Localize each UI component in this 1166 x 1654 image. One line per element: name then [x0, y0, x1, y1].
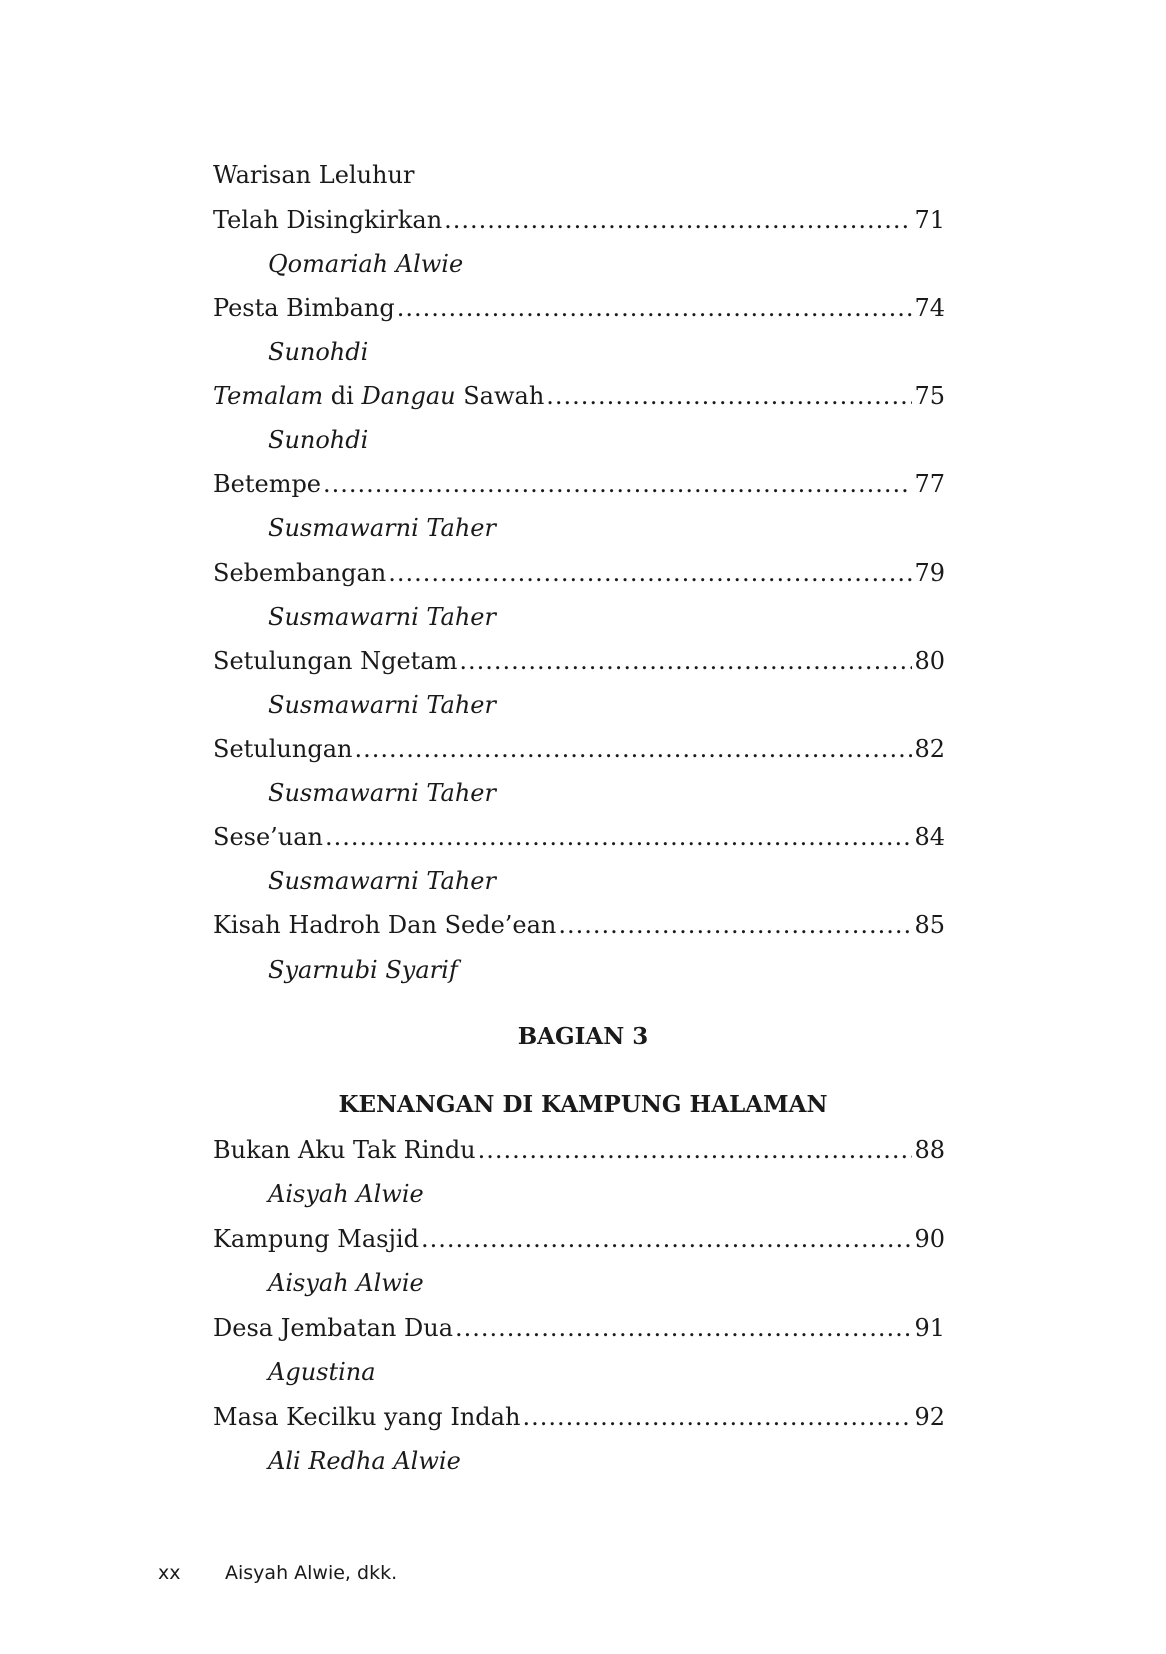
toc-page-number: 85 — [914, 911, 945, 939]
toc-entry-author: Sunohdi — [268, 426, 369, 454]
dot-leader — [354, 729, 912, 769]
toc-entry-title: Sese’uan — [213, 823, 324, 851]
dot-leader — [325, 817, 912, 857]
dot-leader — [546, 376, 912, 416]
dot-leader — [522, 1397, 912, 1437]
toc-entry-row — [213, 1130, 945, 1170]
toc-entry-author: Qomariah Alwie — [268, 250, 464, 278]
toc-entry-title: Kampung Masjid — [213, 1225, 419, 1253]
toc-title-italic-part: Temalam — [213, 382, 324, 410]
toc-entry-row — [213, 905, 945, 945]
toc-page-number: 79 — [914, 559, 945, 587]
toc-entry-author: Susmawarni Taher — [268, 603, 496, 631]
toc-entry-author: Susmawarni Taher — [268, 691, 496, 719]
toc-entry-author: Sunohdi — [268, 338, 369, 366]
dot-leader — [397, 288, 913, 328]
toc-entry-row — [213, 1397, 945, 1437]
dot-leader — [388, 553, 912, 593]
toc-entry-title: Kisah Hadroh Dan Sede’ean — [213, 911, 557, 939]
toc-entry-row — [213, 1308, 945, 1348]
toc-page-number: 75 — [914, 382, 945, 410]
toc-entry-author: Agustina — [268, 1358, 376, 1386]
toc-entry-row — [213, 200, 945, 240]
toc-entry-row — [213, 553, 945, 593]
toc-entry-title: Pesta Bimbang — [213, 294, 395, 322]
toc-entry-title: Betempe — [213, 470, 322, 498]
toc-page-number: 80 — [914, 647, 945, 675]
toc-entry-title — [213, 376, 544, 416]
toc-entry-author: Aisyah Alwie — [268, 1269, 424, 1297]
toc-page-number: 74 — [914, 294, 945, 322]
toc-entry-author: Aisyah Alwie — [268, 1180, 424, 1208]
toc-entry-row — [213, 376, 945, 416]
toc-entry-author: Ali Redha Alwie — [268, 1447, 461, 1475]
toc-page-number: 71 — [914, 206, 945, 234]
toc-entry-author: Susmawarni Taher — [268, 514, 496, 542]
toc-entry-author: Susmawarni Taher — [268, 867, 496, 895]
toc-page-number: 88 — [914, 1136, 945, 1164]
toc-entry-author: Syarnubi Syarif — [268, 956, 458, 984]
toc-entry-title: Sebembangan — [213, 559, 387, 587]
toc-entry-title: Setulungan Ngetam — [213, 647, 458, 675]
toc-title-part: di — [323, 382, 362, 410]
toc-page-number: 92 — [914, 1403, 945, 1431]
toc-page-number: 90 — [914, 1225, 945, 1253]
toc-entry-row — [213, 288, 945, 328]
toc-entry-title: Telah Disingkirkan — [213, 206, 443, 234]
toc-entry-row — [213, 1219, 945, 1259]
toc-entry-title: Setulungan — [213, 735, 353, 763]
footer-page-number: xx — [158, 1562, 181, 1584]
toc-entry-title-line — [213, 155, 945, 195]
dot-leader — [478, 1130, 913, 1170]
toc-page-number: 91 — [914, 1314, 945, 1342]
toc-entry-title: Desa Jembatan Dua — [213, 1314, 453, 1342]
toc-title-part: Sawah — [455, 382, 545, 410]
section-part-heading: BAGIAN 3 — [517, 1023, 649, 1050]
toc-page-number: 82 — [914, 735, 945, 763]
dot-leader — [558, 905, 912, 945]
dot-leader — [459, 641, 912, 681]
dot-leader — [421, 1219, 913, 1259]
dot-leader — [444, 200, 912, 240]
toc-page-number: 84 — [914, 823, 945, 851]
toc-entry-title: Masa Kecilku yang Indah — [213, 1403, 521, 1431]
toc-page-number: 77 — [914, 470, 945, 498]
toc-entry-row — [213, 729, 945, 769]
dot-leader — [323, 464, 912, 504]
toc-title-italic-part: Dangau — [361, 382, 456, 410]
toc-entry-row — [213, 464, 945, 504]
section-title-heading: KENANGAN DI KAMPUNG HALAMAN — [338, 1091, 828, 1118]
toc-entry-row — [213, 817, 945, 857]
toc-entry-author: Susmawarni Taher — [268, 779, 496, 807]
toc-entry-row — [213, 641, 945, 681]
footer-running-head: Aisyah Alwie, dkk. — [225, 1562, 398, 1584]
toc-entry-title: Warisan Leluhur — [213, 161, 415, 189]
dot-leader — [455, 1308, 912, 1348]
toc-entry-title: Bukan Aku Tak Rindu — [213, 1136, 476, 1164]
